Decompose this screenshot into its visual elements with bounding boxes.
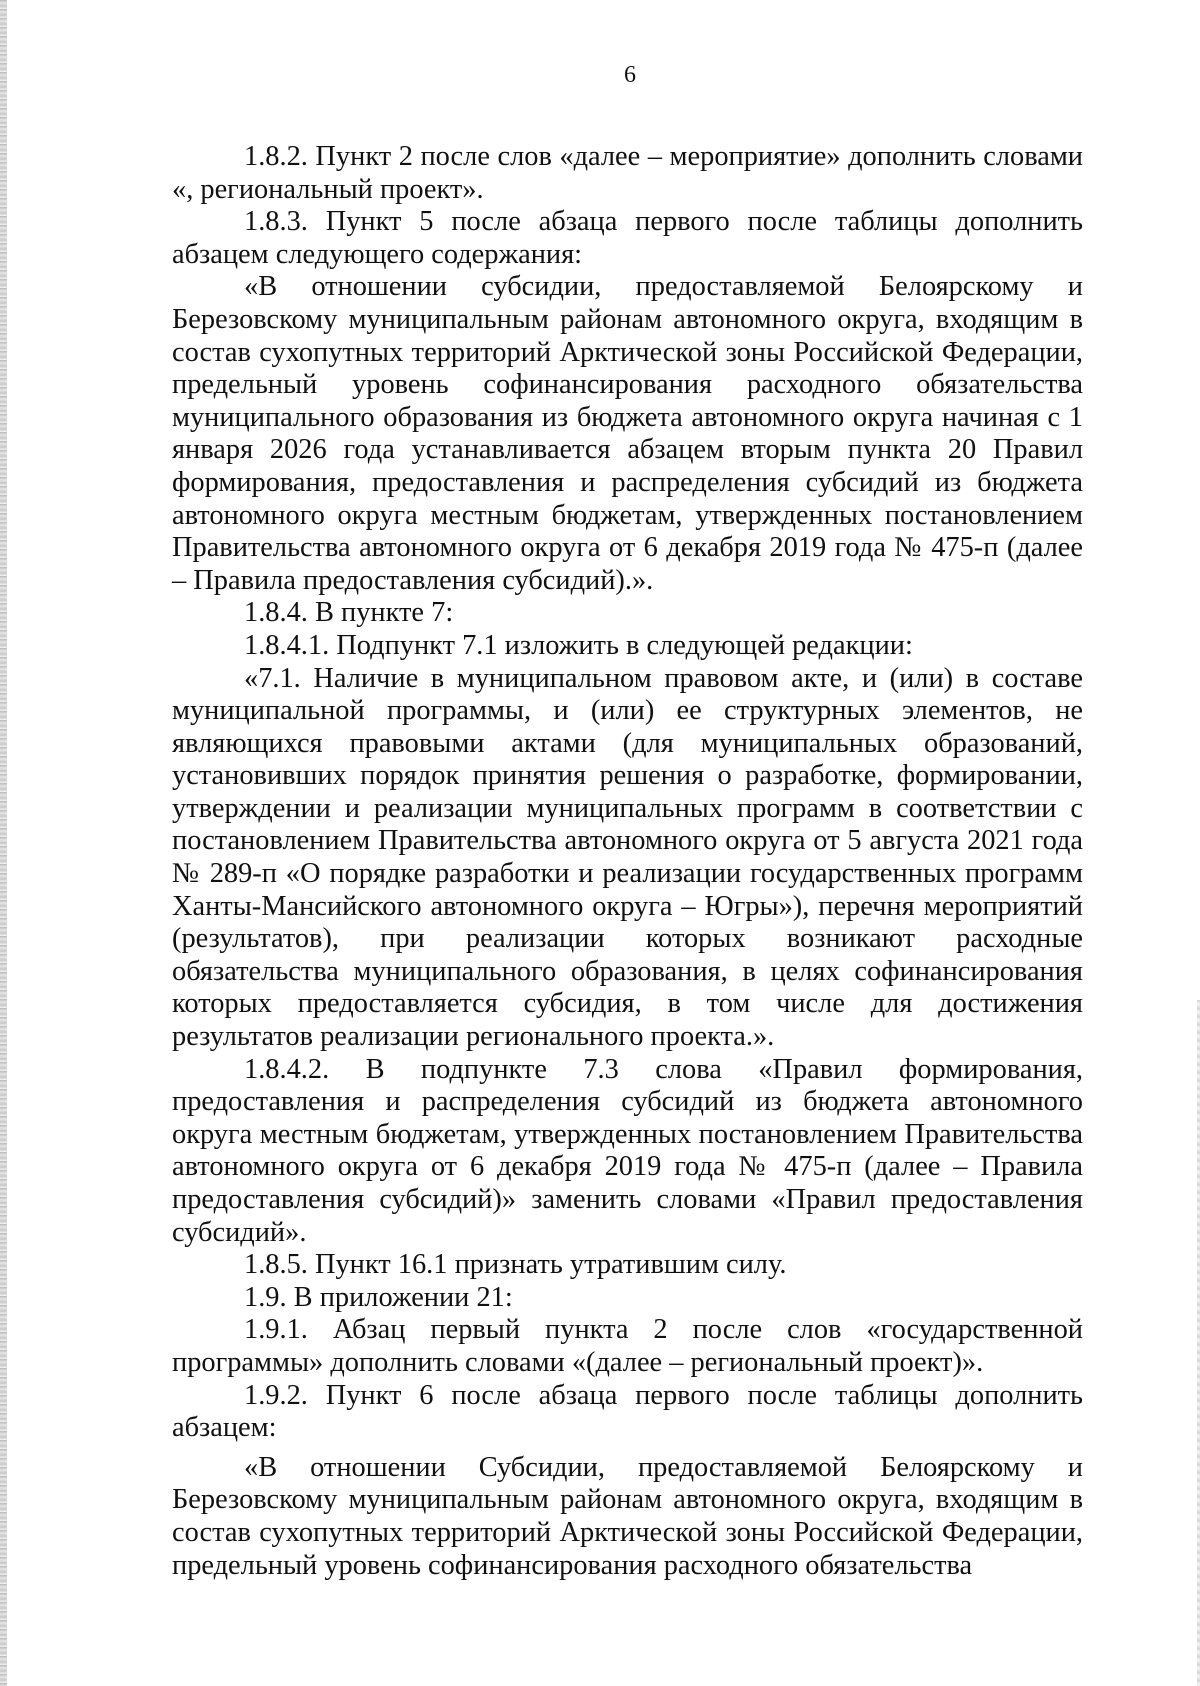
- paragraph-quote-7-1: «7.1. Наличие в муниципальном правовом акте, и (или) в составе муниципальной программы, и (или) ее структурных элементов, не являющихся правовыми актами (для муниципальных образований, установивших порядок принятия решения о разработке, формировании, утверждении и реализации муниципальных программ в соответствии с постановлением Правительства автономного округа от 5 августа 2021 года № 289-п «О порядке разработки и реализации государственных программ Ханты-Мансийского автономного округа – Югры»), перечня мероприятий (результатов), при реализации которых возникают расходные обязательства муниципального образования, в целях софинансирования которых предоставляется субсидия, в том числе для достижения результатов реализации регионального проекта.».: [172, 662, 1083, 1053]
- paragraph-1-8-4-2: 1.8.4.2. В подпункте 7.3 слова «Правил формирования, предоставления и распределения субсидий из бюджета автономного округа местным бюджетам, утвержденных постановлением Правительства автономного округа от 6 декабря 2019 года № 475-п (далее – Правила предоставления субсидий)» заменить словами «Правил предоставления субсидий».: [172, 1053, 1083, 1248]
- paragraph-1-9-1: 1.9.1. Абзац первый пункта 2 после слов «государственной программы» дополнить словами «(далее – региональный проект)».: [172, 1314, 1083, 1378]
- paragraph-1-8-3: 1.8.3. Пункт 5 после абзаца первого после таблицы дополнить абзацем следующего содержания:: [172, 206, 1083, 270]
- paragraph-1-8-4-1: 1.8.4.1. Подпункт 7.1 изложить в следующей редакции:: [244, 629, 913, 661]
- page-number: 6: [624, 62, 636, 88]
- document-body: [172, 141, 1083, 1582]
- paragraph-1-8-2: 1.8.2. Пункт 2 после слов «далее – мероприятие» дополнить словами «, региональный проект».: [172, 141, 1083, 205]
- paragraph-1-9-2: 1.9.2. Пункт 6 после абзаца первого после таблицы дополнить абзацем:: [172, 1379, 1083, 1444]
- paragraph-1-8-5: 1.8.5. Пункт 16.1 признать утратившим силу.: [244, 1249, 787, 1281]
- paragraph-quote-subsidy-arctic: «В отношении субсидии, предоставляемой Белоярскому и Березовскому муниципальным районам автономного округа, входящим в состав сухопутных территорий Арктической зоны Российской Федерации, предельный уровень софинансирования расходного обязательства муниципального образования из бюджета автономного округа начиная с 1 января 2026 года устанавливается абзацем вторым пункта 20 Правил формирования, предоставления и распределения субсидий из бюджета автономного округа местным бюджетам, утвержденных постановлением Правительства автономного округа от 6 декабря 2019 года № 475-п (далее – Правила предоставления субсидий).».: [172, 271, 1083, 596]
- paragraph-1-8-4: 1.8.4. В пункте 7:: [244, 597, 454, 629]
- paragraph-quote-subsidy-arctic-2: «В отношении Субсидии, предоставляемой Белоярскому и Березовскому муниципальным районам автономного округа, входящим в состав сухопутных территорий Арктической зоны Российской Федерации, предельный уровень софинансирования расходного обязательства: [172, 1451, 1083, 1581]
- paragraph-1-9: 1.9. В приложении 21:: [244, 1281, 513, 1313]
- scan-edge-left: [0, 0, 7, 1686]
